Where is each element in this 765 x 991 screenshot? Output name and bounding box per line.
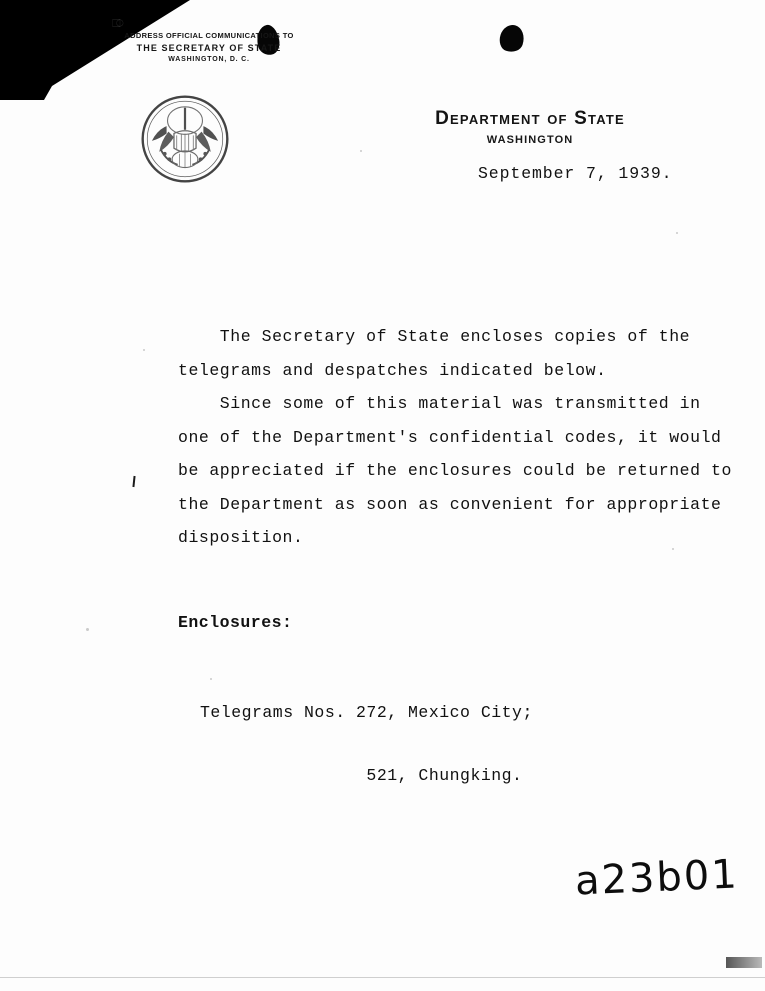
- edge-smudge-artifact: [726, 957, 762, 968]
- return-address-block: [98, 31, 320, 65]
- stray-pen-mark: [132, 476, 135, 487]
- flourish-ornament: ⎄: [112, 18, 124, 30]
- paper-speck: [360, 150, 362, 152]
- body-line: one of the Department's confidential codes, it would: [178, 427, 722, 447]
- ink-blot-right: [496, 22, 527, 55]
- scan-bottom-edge: [0, 977, 765, 978]
- return-address-line-3: WASHINGTON, D. C.: [168, 55, 250, 63]
- body-line: be appreciated if the enclosures could be returned to: [178, 461, 732, 480]
- body-line: telegrams and despatches indicated below.: [178, 360, 607, 380]
- letter-date: September 7, 1939.: [478, 164, 673, 183]
- handwritten-archive-number: a23b01: [574, 851, 740, 905]
- enclosure-item: Telegrams Nos. 272, Mexico City;: [200, 703, 533, 722]
- paper-speck: [143, 349, 145, 351]
- return-address-line-2: THE SECRETARY OF STATE: [136, 42, 282, 53]
- enclosure-item: 521, Chungking.: [200, 766, 523, 785]
- paper-speck: [676, 232, 678, 234]
- great-seal-icon: [139, 93, 231, 185]
- paper-speck: [86, 628, 89, 631]
- enclosures-heading: Enclosures:: [178, 613, 293, 632]
- body-line: disposition.: [178, 528, 304, 547]
- enclosures-list: [200, 660, 533, 828]
- letterhead-city: WASHINGTON: [486, 134, 574, 146]
- body-line: Since some of this material was transmitted in: [178, 394, 701, 413]
- letter-body: [178, 320, 732, 555]
- department-title: Department of State: [435, 108, 625, 129]
- return-address-line-1: ADDRESS OFFICIAL COMMUNICATIONS TO: [124, 31, 294, 40]
- body-line: The Secretary of State encloses copies of the: [178, 327, 691, 346]
- body-line: the Department as soon as convenient for appropriate: [178, 494, 722, 514]
